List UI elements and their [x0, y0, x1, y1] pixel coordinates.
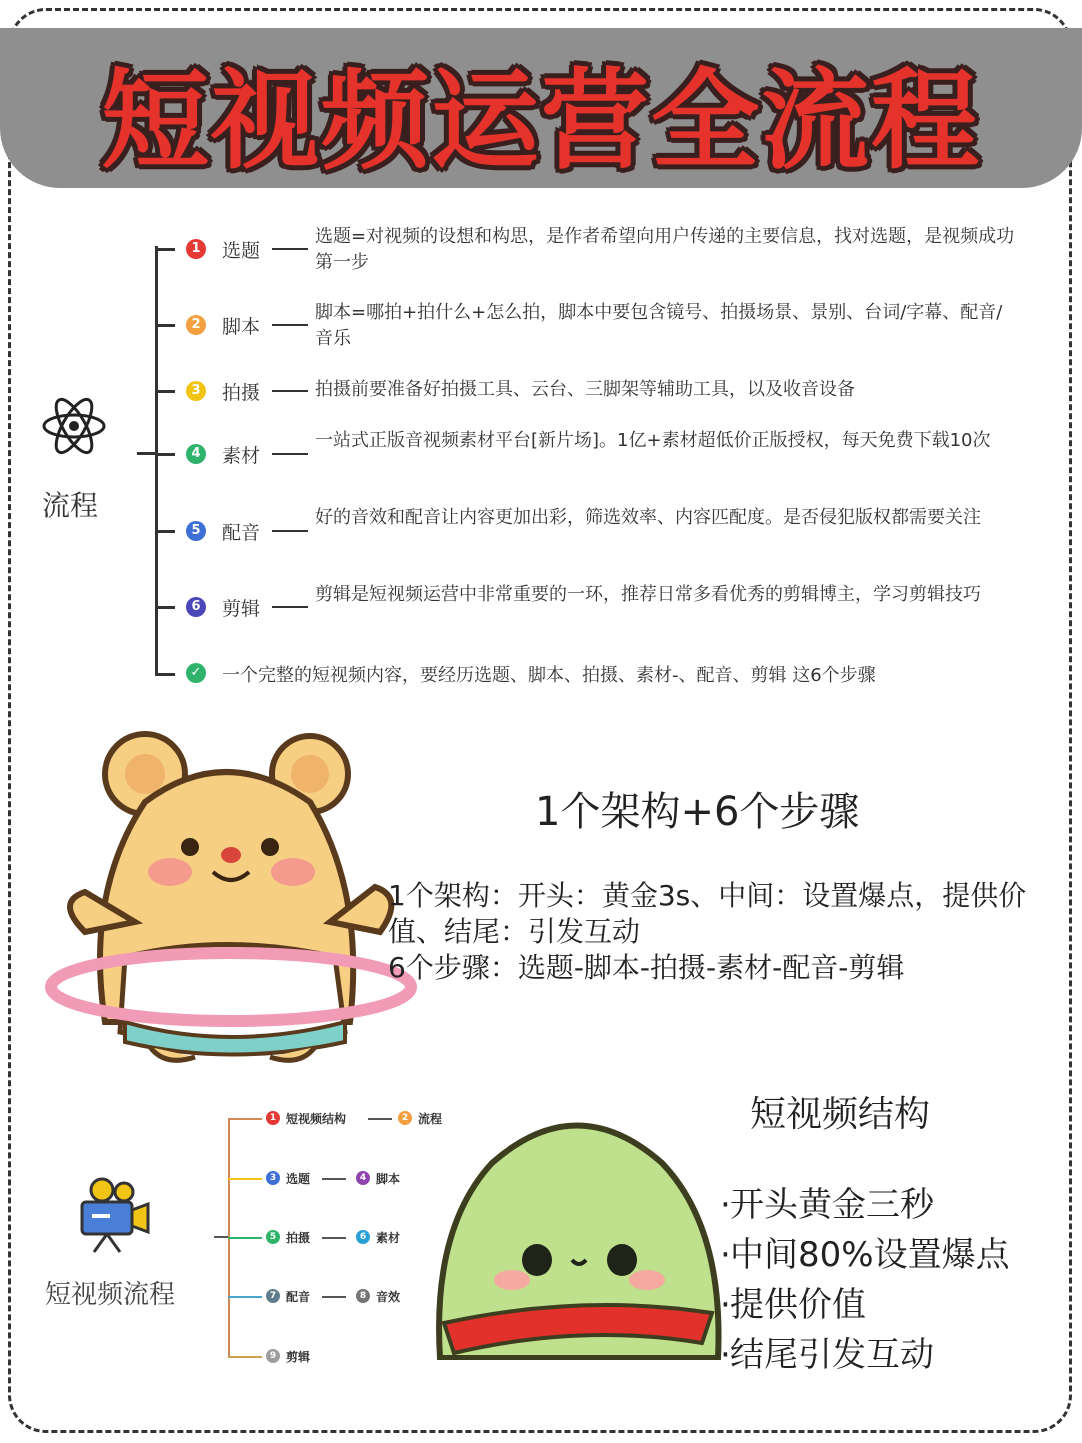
framework-line-1: 1个架构：开头：黄金3s、中间：设置爆点，提供价值、结尾：引发互动: [388, 879, 1027, 948]
connector-line: [272, 530, 308, 532]
branch-line: [155, 453, 175, 456]
node-number-badge: 6: [356, 1230, 370, 1244]
node-label: 流程: [418, 1112, 443, 1126]
connector-line: [272, 453, 308, 455]
structure-item: · 开头黄金三秒: [720, 1180, 1010, 1230]
final-summary: 一个完整的短视频内容，要经历选题、脚本、拍摄、素材-、配音、剪辑 这6个步骤: [222, 665, 876, 686]
connector-line: [272, 324, 308, 326]
node-number-badge: 2: [398, 1111, 412, 1125]
turtle-illustration: [432, 1108, 724, 1360]
node-label: 脚本: [376, 1172, 401, 1186]
branch-line: [155, 390, 175, 393]
video-camera-icon: [78, 1176, 152, 1254]
branch-line: [228, 1237, 262, 1239]
branch-line: [155, 324, 175, 327]
node-label: 选题: [286, 1172, 311, 1186]
branch-line: [228, 1296, 262, 1298]
branch-line: [155, 530, 175, 533]
node-number-badge: 1: [266, 1111, 280, 1125]
step-description: 选题=对视频的设想和构思，是作者希望向用户传递的主要信息，找对选题，是视频成功第一步: [315, 226, 1015, 273]
structure-item: · 结尾引发互动: [720, 1330, 1010, 1380]
branch-line: [228, 1118, 262, 1120]
bear-illustration: [45, 722, 417, 1072]
step-number-badge: 2: [186, 315, 206, 335]
structure-item: · 提供价值: [720, 1280, 1010, 1330]
step-description: 脚本=哪拍+拍什么+怎么拍，脚本中要包含镜号、拍摄场景、景别、台词/字幕、配音/音乐: [315, 302, 1003, 349]
step-name: 选题: [222, 240, 261, 262]
structure-heading: 短视频结构: [750, 1094, 931, 1135]
step-number-badge: 6: [186, 597, 206, 617]
connector-line: [322, 1296, 346, 1298]
branch-line: [155, 606, 175, 609]
tree-root-link: [137, 452, 157, 455]
connector-line: [322, 1178, 346, 1180]
step-description: 一站式正版音视频素材平台[新片场]。1亿+素材超低价正版授权，每天免费下载10次: [315, 430, 991, 451]
structure-list: [720, 1180, 1010, 1380]
step-number-badge: 5: [186, 521, 206, 541]
node-label: 配音: [286, 1290, 311, 1304]
node-label: 音效: [376, 1290, 401, 1304]
branch-line: [155, 248, 175, 251]
branch-line: [228, 1356, 262, 1358]
step-number-badge: 3: [186, 381, 206, 401]
connector-line: [322, 1237, 346, 1239]
page-title: 短视频运营全流程: [100, 59, 981, 184]
tree-trunk: [155, 246, 158, 676]
step-description: 好的音效和配音让内容更加出彩，筛选效率、内容匹配度。是否侵犯版权都需要关注: [315, 507, 981, 528]
branch-line: [228, 1178, 262, 1180]
node-number-badge: 8: [356, 1289, 370, 1303]
step-name: 素材: [222, 445, 261, 467]
step-name: 配音: [222, 522, 261, 544]
connector-line: [272, 248, 308, 250]
framework-body: [388, 878, 1068, 986]
node-label: 素材: [376, 1231, 401, 1245]
structure-item: · 中间80%设置爆点: [720, 1230, 1010, 1280]
step-description: 拍摄前要准备好拍摄工具、云台、三脚架等辅助工具，以及收音设备: [315, 379, 855, 400]
node-number-badge: 9: [266, 1349, 280, 1363]
step-number-badge: 4: [186, 444, 206, 464]
branch-line: [155, 673, 175, 676]
atom-icon: [40, 392, 108, 460]
mindmap-label: 短视频流程: [45, 1280, 176, 1310]
step-name: 脚本: [222, 316, 261, 338]
node-number-badge: 5: [266, 1230, 280, 1244]
connector-line: [272, 606, 308, 608]
framework-heading: 1个架构+6个步骤: [535, 789, 860, 835]
node-number-badge: 3: [266, 1171, 280, 1185]
node-label: 剪辑: [286, 1350, 311, 1364]
node-label: 短视频结构: [286, 1112, 347, 1126]
node-number-badge: 4: [356, 1171, 370, 1185]
step-name: 剪辑: [222, 598, 261, 620]
node-number-badge: 7: [266, 1289, 280, 1303]
process-label: 流程: [42, 489, 99, 522]
check-icon: ✓: [186, 663, 206, 683]
node-label: 拍摄: [286, 1231, 311, 1245]
step-description: 剪辑是短视频运营中非常重要的一环，推荐日常多看优秀的剪辑博主，学习剪辑技巧: [315, 584, 981, 605]
connector-line: [272, 390, 308, 392]
root-link: [214, 1236, 228, 1238]
step-name: 拍摄: [222, 382, 261, 404]
framework-line-2: 6个步骤：选题-脚本-拍摄-素材-配音-剪辑: [388, 951, 905, 984]
step-number-badge: 1: [186, 239, 206, 259]
connector-line: [368, 1118, 392, 1120]
